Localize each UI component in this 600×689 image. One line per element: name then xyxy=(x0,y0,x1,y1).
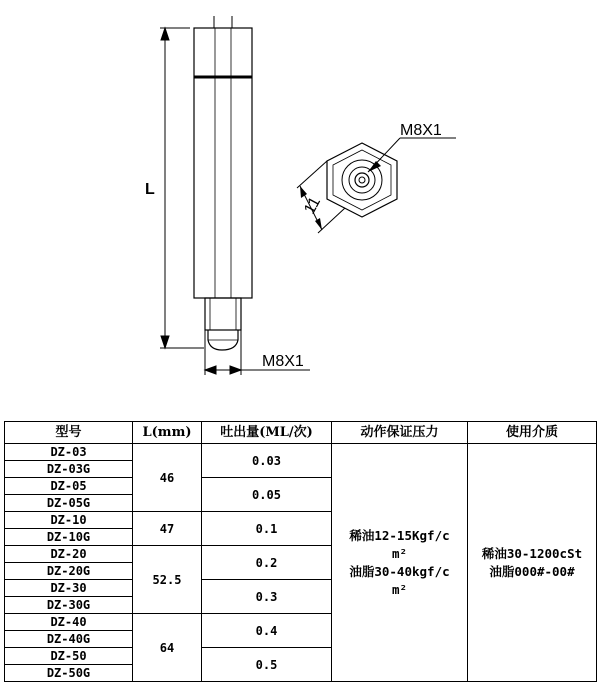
spec-table xyxy=(4,421,597,682)
side-thread-label: M8X1 xyxy=(400,122,442,139)
output-cell: 0.3 xyxy=(202,580,332,614)
model-cell: DZ-40G xyxy=(5,631,133,648)
table-header-row xyxy=(5,422,597,444)
bottom-thread-label: M8X1 xyxy=(262,353,304,370)
model-cell: DZ-20 xyxy=(5,546,133,563)
output-cell: 0.4 xyxy=(202,614,332,648)
header-output: 吐出量(ML/次) xyxy=(202,422,332,444)
model-cell: DZ-50G xyxy=(5,665,133,682)
header-model: 型号 xyxy=(5,422,133,444)
model-cell: DZ-40 xyxy=(5,614,133,631)
length-label: L xyxy=(145,181,155,198)
model-cell: DZ-30G xyxy=(5,597,133,614)
header-pressure: 动作保证压力 xyxy=(332,422,468,444)
medium-line: 油脂000#-00# xyxy=(489,563,575,579)
length-cell: 46 xyxy=(133,444,202,512)
model-cell: DZ-03G xyxy=(5,461,133,478)
model-cell: DZ-03 xyxy=(5,444,133,461)
pressure-line: 稀油12-15Kgf/c xyxy=(349,527,450,543)
length-cell: 64 xyxy=(133,614,202,682)
model-cell: DZ-30 xyxy=(5,580,133,597)
model-cell: DZ-50 xyxy=(5,648,133,665)
medium-line: 稀油30-1200cSt xyxy=(481,545,583,561)
injector-body xyxy=(194,16,252,350)
output-cell: 0.1 xyxy=(202,512,332,546)
pressure-line: 油脂30-40kgf/c xyxy=(349,563,450,579)
output-cell: 0.03 xyxy=(202,444,332,478)
model-cell: DZ-05G xyxy=(5,495,133,512)
output-cell: 0.05 xyxy=(202,478,332,512)
pressure-line: m² xyxy=(391,545,408,561)
length-cell: 52.5 xyxy=(133,546,202,614)
length-cell: 47 xyxy=(133,512,202,546)
model-cell: DZ-20G xyxy=(5,563,133,580)
model-cell: DZ-10G xyxy=(5,529,133,546)
model-cell: DZ-05 xyxy=(5,478,133,495)
medium-cell xyxy=(468,444,597,682)
hex-end-view xyxy=(297,138,456,233)
hex-dimension-label: 11 xyxy=(301,194,325,218)
header-length: L(mm) xyxy=(133,422,202,444)
output-cell: 0.5 xyxy=(202,648,332,682)
table-row xyxy=(5,444,597,461)
pressure-line: m² xyxy=(391,581,408,597)
output-cell: 0.2 xyxy=(202,546,332,580)
model-cell: DZ-10 xyxy=(5,512,133,529)
pressure-cell xyxy=(332,444,468,682)
header-medium: 使用介质 xyxy=(468,422,597,444)
